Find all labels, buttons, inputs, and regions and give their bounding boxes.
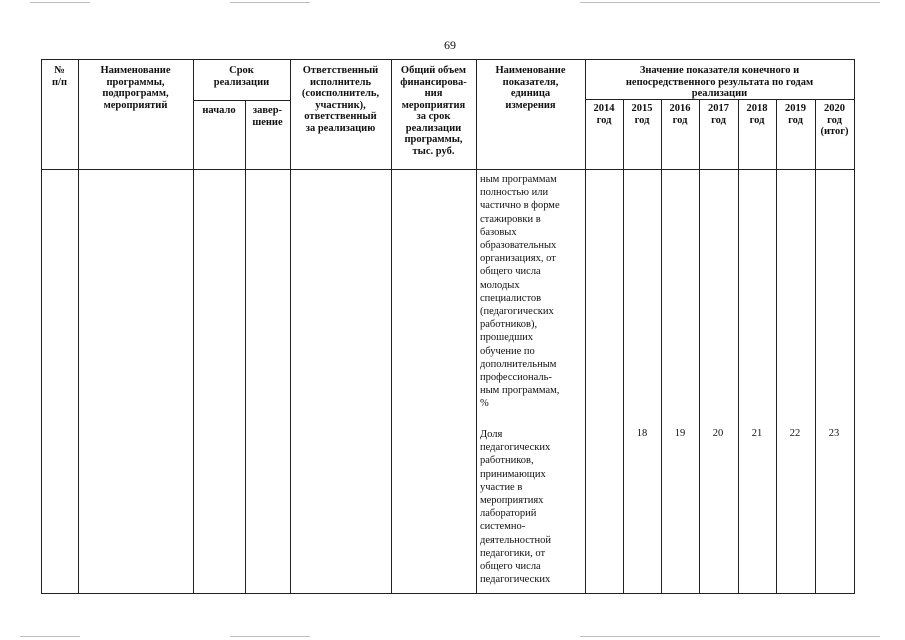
scan-artifact-top xyxy=(30,2,90,3)
header-indicator: Наименование показателя, единица измерения xyxy=(495,65,566,111)
header-year-2014: 2014 год xyxy=(593,103,615,126)
scan-artifact-top xyxy=(230,2,310,3)
scan-artifact-bottom xyxy=(230,636,310,637)
value-2018: 21 xyxy=(751,428,763,439)
table-top-border xyxy=(41,59,854,60)
header-bottom-border xyxy=(41,169,854,170)
col-border xyxy=(585,59,586,594)
header-year-2018: 2018 год xyxy=(746,103,768,126)
col-border xyxy=(623,99,624,594)
header-year-2017: 2017 год xyxy=(708,103,729,126)
col-border xyxy=(290,59,291,594)
header-year-2015: 2015 год xyxy=(631,103,653,126)
indicator-text-1: ным программам полностью или частично в форме стажировки в базовых образовательных организациях, от общего числа молодых специалистов (педагогических работников), прошедших обучение по дополнительным профессиональ- ным программам, % xyxy=(480,174,560,410)
header-year-2019: 2019 год xyxy=(785,103,806,126)
value-2016: 19 xyxy=(674,428,686,439)
header-term-start: начало xyxy=(202,105,236,116)
header-year-2020: 2020 год (итог) xyxy=(820,103,849,137)
col-border xyxy=(776,99,777,594)
table-bottom-border xyxy=(41,593,854,594)
scan-artifact-top xyxy=(580,2,880,3)
col-border xyxy=(245,100,246,594)
value-2020: 23 xyxy=(828,428,840,439)
header-values-title: Значение показателя конечного и непосредственного результата по годам реализации xyxy=(625,65,814,99)
col-border xyxy=(738,99,739,594)
value-2017: 20 xyxy=(712,428,724,439)
value-2019: 22 xyxy=(789,428,801,439)
scan-artifact-bottom xyxy=(20,636,80,637)
header-term-end: завер- шение xyxy=(252,105,283,128)
col-border xyxy=(854,59,855,594)
col-border xyxy=(41,59,42,594)
value-2015: 18 xyxy=(636,428,648,439)
col-border xyxy=(78,59,79,594)
scan-artifact-bottom xyxy=(580,636,880,637)
header-year-2016: 2016 год xyxy=(669,103,691,126)
header-num: № п/п xyxy=(51,65,68,88)
col-border xyxy=(815,99,816,594)
col-border xyxy=(699,99,700,594)
header-term: Срок реализации xyxy=(213,65,270,88)
header-program: Наименование программы, подпрограмм, мероприятий xyxy=(100,65,171,111)
page-number: 69 xyxy=(444,38,456,52)
col-border xyxy=(476,59,477,594)
col-border xyxy=(661,99,662,594)
term-subheader-border xyxy=(193,100,290,101)
indicator-text-2: Доля педагогических работников, принимающих участие в мероприятиях лабораторий системно- деятельностной педагогики, от общего числа педагогических xyxy=(480,429,551,586)
header-funding: Общий объем финансирова- ния мероприятия за срок реализации программы, тыс. руб. xyxy=(400,65,467,157)
header-executor: Ответственный исполнитель (соисполнитель, участник), ответственный за реализацию xyxy=(301,65,380,134)
col-border xyxy=(193,59,194,594)
